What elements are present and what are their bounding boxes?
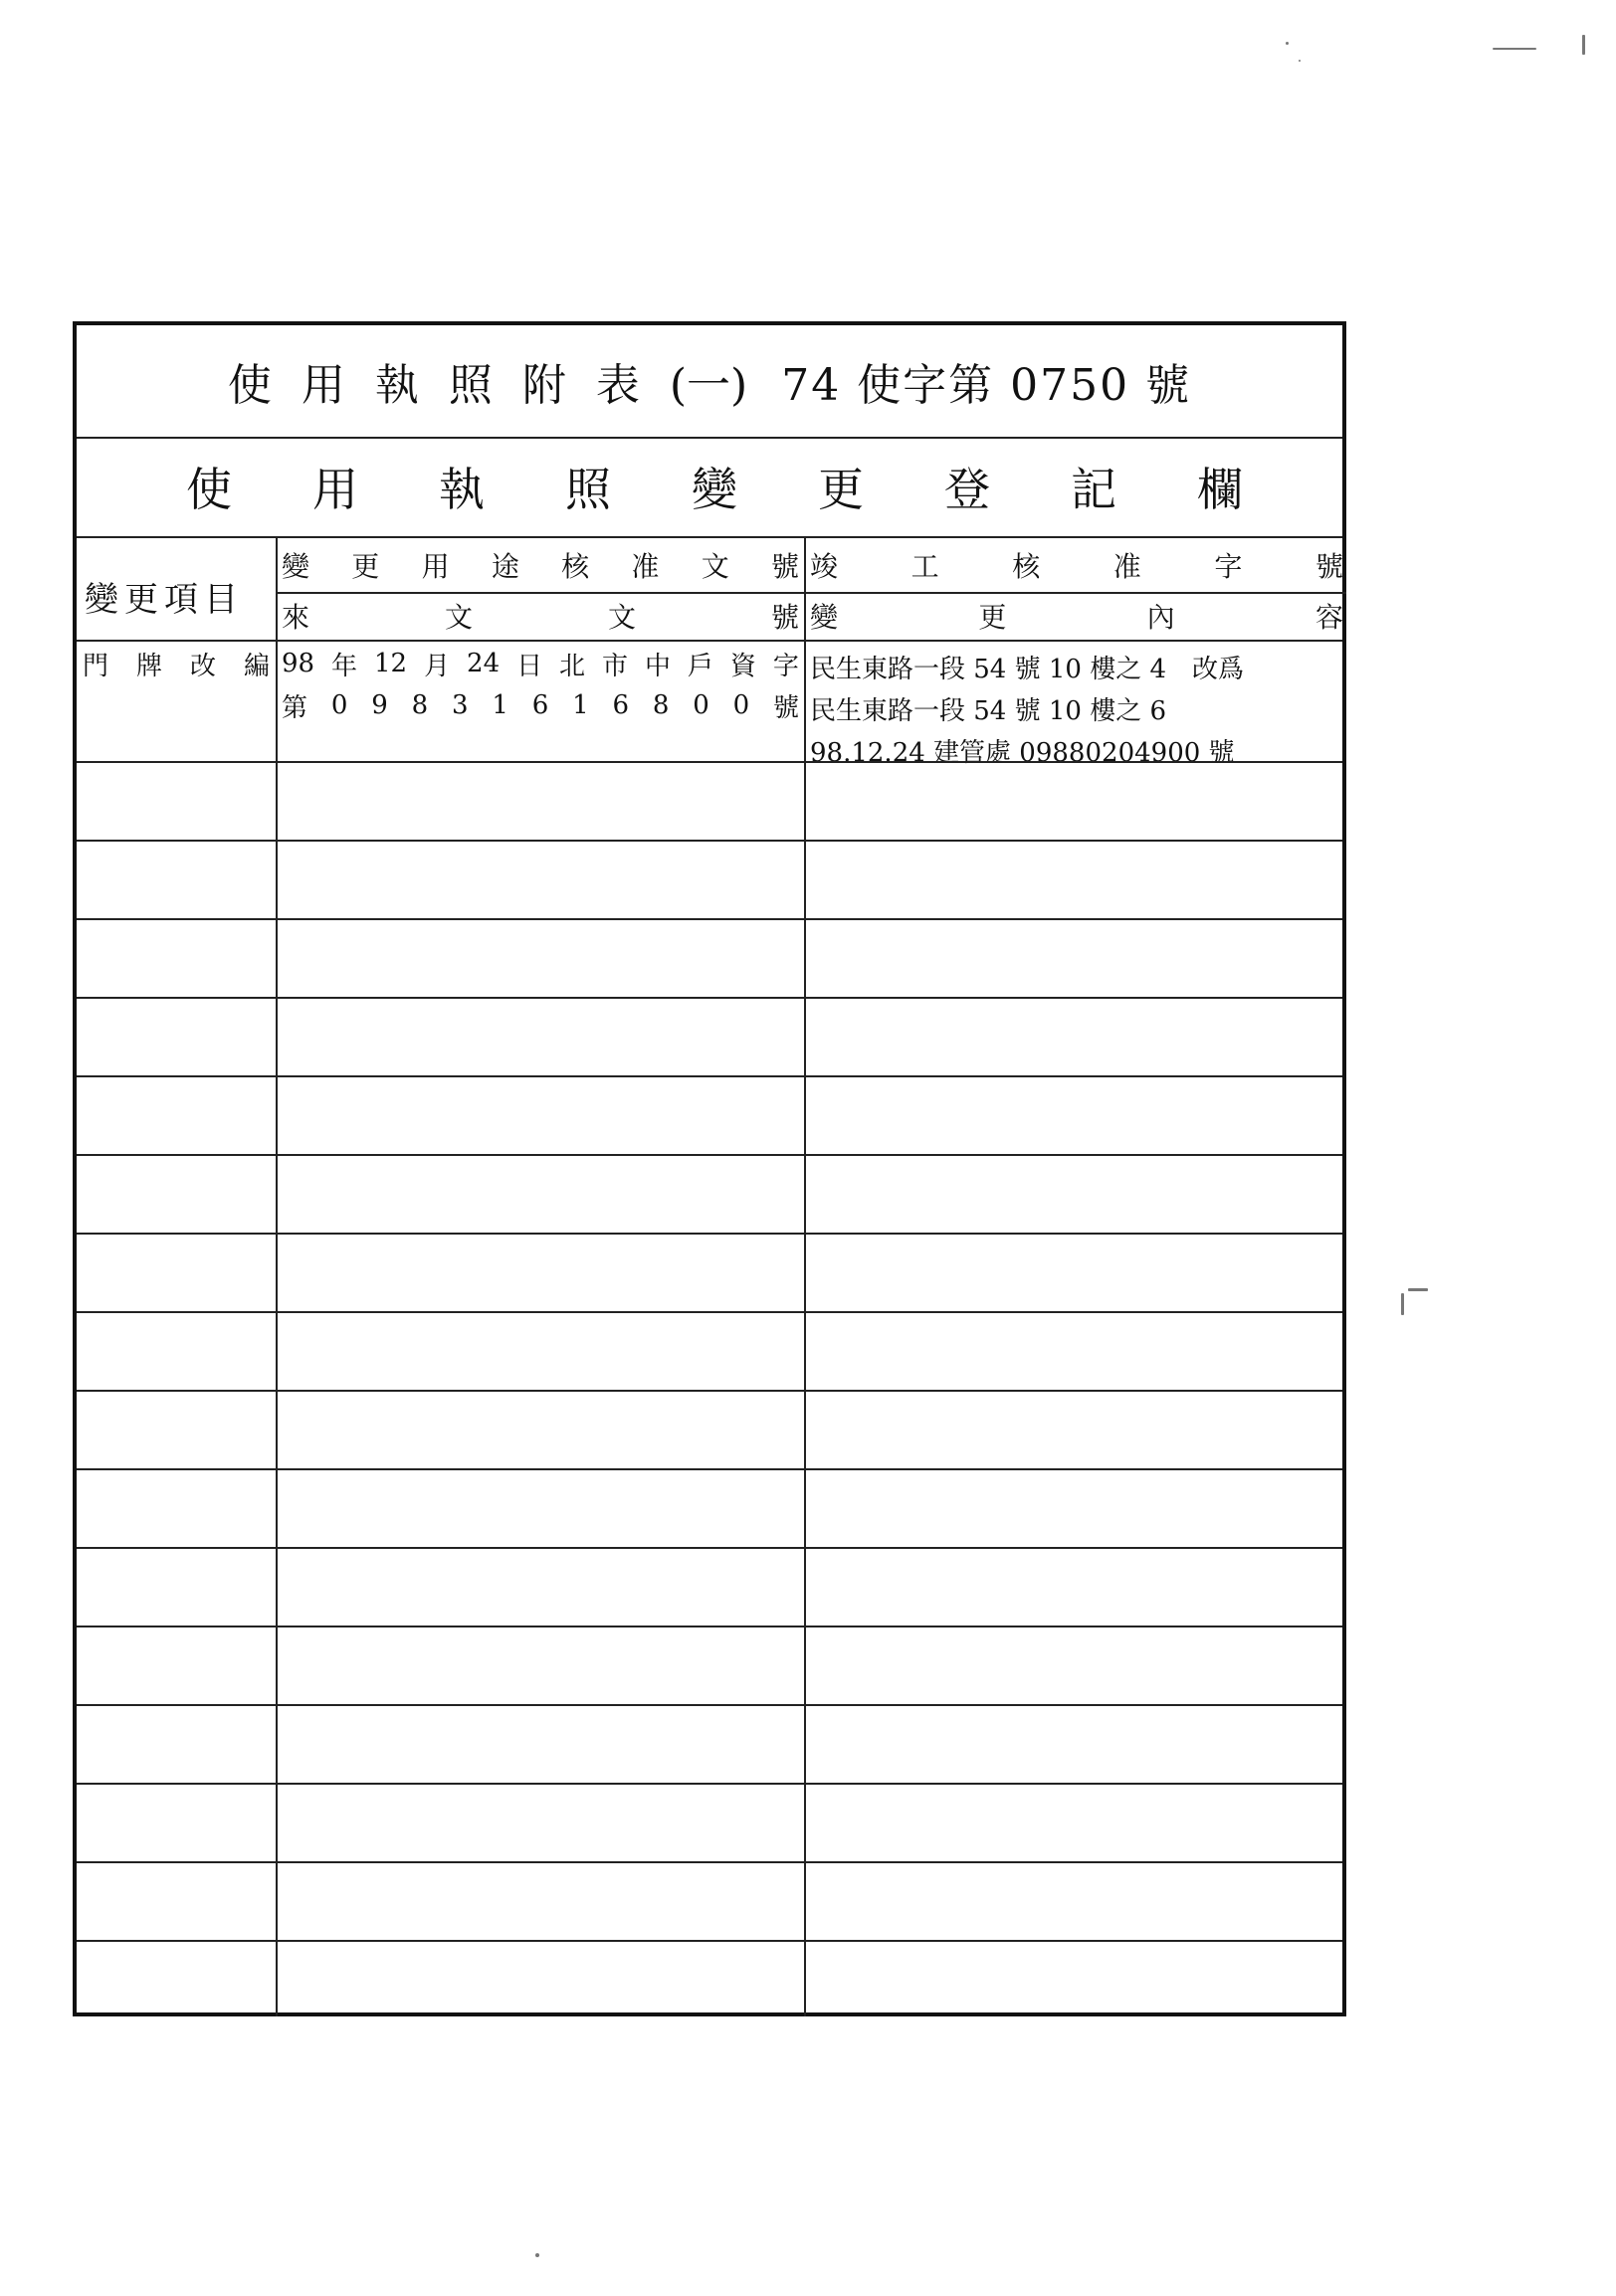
row-line	[77, 1154, 1342, 1156]
header-char: 准	[1112, 550, 1141, 583]
entry-char: 門	[83, 651, 109, 681]
header-char: 用	[421, 550, 450, 583]
title-char: 表	[595, 360, 640, 411]
scan-speck	[1401, 1293, 1404, 1315]
scan-speck	[535, 2253, 539, 2257]
entry-char: 8	[652, 690, 670, 720]
scan-speck	[1408, 1288, 1428, 1291]
header-change-item: 變更項目	[85, 580, 244, 620]
title-char: 附	[521, 360, 566, 411]
header-char: 號	[770, 550, 799, 583]
row-line	[77, 1704, 1342, 1706]
row-line	[77, 997, 1342, 999]
subtitle-char: 變	[692, 463, 737, 516]
entry-content-line-3: 98.12.24 建管處 09880204900 號	[810, 738, 1235, 768]
row-line	[77, 840, 1342, 842]
entry-char: 3	[451, 690, 469, 720]
entry-char: 12	[374, 649, 408, 678]
entry-char: 0	[693, 690, 709, 720]
title-char: 執	[374, 360, 419, 411]
entry-char: 改	[189, 651, 216, 681]
entry-char: 1	[572, 690, 589, 720]
subtitle-char: 使	[186, 463, 232, 516]
entry-char: 號	[772, 692, 799, 723]
row-line	[77, 1390, 1342, 1392]
row-line	[77, 1233, 1342, 1235]
header-char: 來	[282, 601, 310, 634]
entry-char: 北	[559, 651, 586, 681]
header-char: 核	[1012, 550, 1041, 583]
entry-char: 戶	[687, 651, 713, 681]
registration-form	[73, 321, 1346, 2016]
entry-char: 日	[516, 651, 543, 681]
entry-change-item	[81, 646, 272, 681]
subtitle-char: 執	[439, 463, 485, 516]
entry-char: 中	[644, 651, 671, 681]
scan-speck	[1286, 42, 1289, 45]
subtitle-char: 用	[312, 463, 358, 516]
subtitle-char: 更	[818, 463, 864, 516]
header-char: 核	[561, 550, 590, 583]
row-line	[77, 1075, 1342, 1077]
header-char: 准	[631, 550, 660, 583]
entry-doc-line-2	[280, 687, 801, 723]
scan-speck	[1493, 48, 1536, 50]
header-char: 文	[701, 550, 729, 583]
header-char: 工	[910, 550, 939, 583]
header-char: 途	[491, 550, 519, 583]
header-char: 文	[444, 601, 473, 634]
entry-content-line-2: 民生東路一段 54 號 10 樓之 6	[810, 696, 1167, 726]
header-completion-approval-no	[808, 542, 1345, 588]
header-char: 更	[351, 550, 380, 583]
form-title-label	[228, 349, 747, 413]
entry-char: 年	[331, 651, 358, 681]
entry-char: 24	[467, 649, 501, 678]
header-char: 竣	[810, 550, 839, 583]
entry-char: 0	[732, 690, 750, 720]
license-number: 74 使字第 0750 號	[781, 360, 1192, 411]
entry-char: 8	[411, 690, 429, 720]
title-char: 用	[301, 360, 345, 411]
header-change-content	[808, 596, 1345, 636]
entry-char: 編	[243, 651, 270, 681]
subtitle-char: 記	[1071, 463, 1116, 516]
header-use-approval-no	[280, 542, 801, 588]
header-char: 更	[978, 601, 1007, 634]
entry-char: 98	[282, 649, 315, 678]
scan-speck	[1582, 35, 1585, 55]
row-line	[77, 1311, 1342, 1313]
row-line	[77, 918, 1342, 920]
header-char: 容	[1314, 601, 1343, 634]
row-line	[77, 1626, 1342, 1627]
scan-speck	[1299, 60, 1301, 62]
subtitle-char: 照	[565, 463, 611, 516]
entry-char: 第	[282, 692, 308, 723]
header-char: 號	[1314, 550, 1343, 583]
row-line	[77, 1783, 1342, 1785]
row-line	[77, 1861, 1342, 1863]
header-char: 字	[1214, 550, 1243, 583]
row-line	[77, 1547, 1342, 1549]
header-split-line	[276, 592, 1346, 594]
subtitle-char: 欄	[1197, 463, 1243, 516]
entry-char: 字	[772, 651, 799, 681]
header-bottom-line	[77, 640, 1342, 642]
entry-doc-line-1	[280, 646, 801, 681]
form-subtitle	[186, 437, 1243, 536]
entry-char: 1	[492, 690, 508, 720]
row-line	[77, 761, 1342, 763]
header-char: 內	[1146, 601, 1175, 634]
entry-char: 月	[424, 651, 451, 681]
entry-char: 市	[602, 651, 629, 681]
entry-char: 資	[729, 651, 756, 681]
title-char: 照	[448, 360, 493, 411]
form-title	[77, 325, 1342, 437]
entry-char: 0	[330, 690, 348, 720]
entry-char: 9	[371, 690, 388, 720]
subtitle-char: 登	[944, 463, 990, 516]
divider	[77, 536, 1342, 538]
header-char: 號	[770, 601, 799, 634]
entry-char: 牌	[135, 651, 162, 681]
entry-char: 6	[531, 690, 549, 720]
row-line	[77, 1468, 1342, 1470]
header-incoming-doc-no	[280, 596, 801, 636]
row-line	[77, 1940, 1342, 1942]
header-char: 變	[282, 550, 310, 583]
header-char: 變	[810, 601, 839, 634]
entry-content-line-1: 民生東路一段 54 號 10 樓之 4 改爲	[810, 655, 1245, 684]
title-char: (一)	[669, 360, 748, 411]
entry-char: 6	[612, 690, 630, 720]
column-divider	[276, 536, 278, 2016]
column-divider	[804, 536, 806, 2016]
title-char: 使	[227, 360, 272, 411]
header-char: 文	[607, 601, 636, 634]
